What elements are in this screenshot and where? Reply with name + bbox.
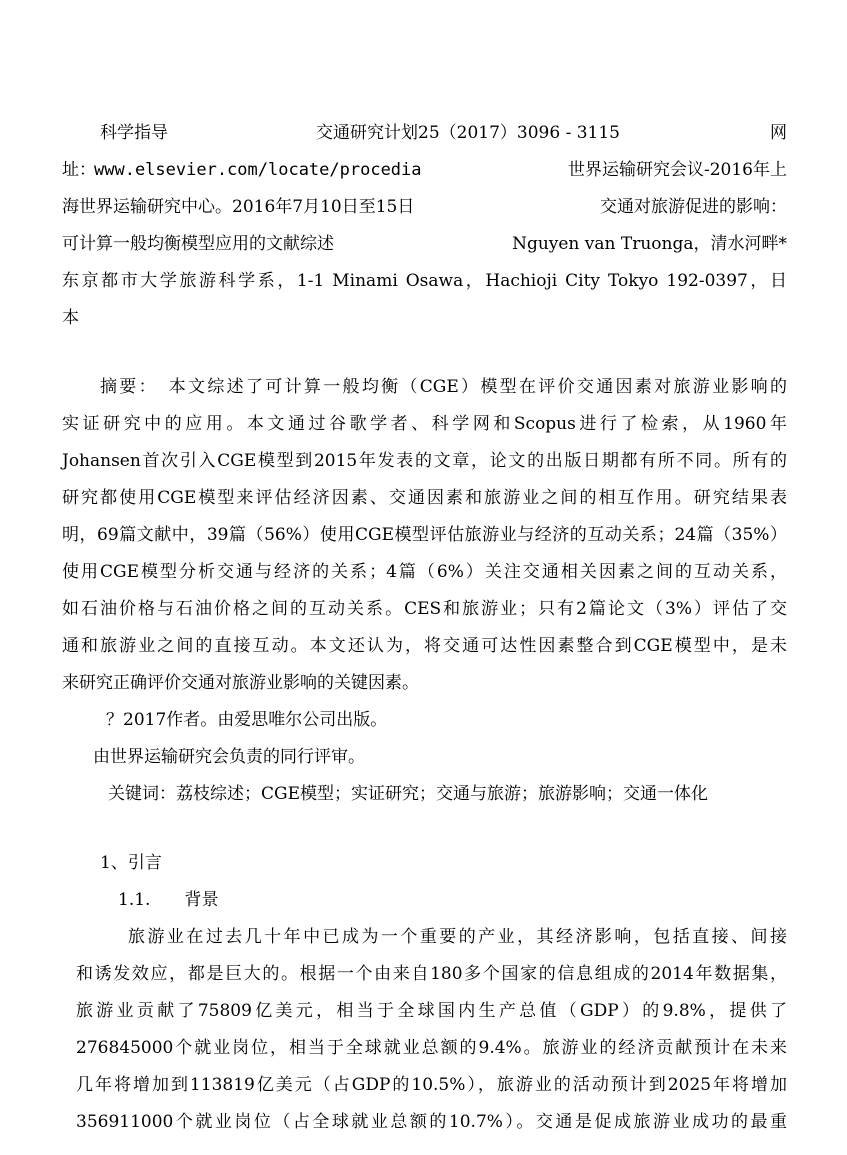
affiliation-line-1: 东京都市大学旅游科学系，1-1 Minami Osawa，Hachioji City Tokyo 192-0397，日 <box>62 271 787 291</box>
conference-details: 海世界运输研究中心。2016年7月10日至15日 <box>62 197 415 217</box>
body-line: 旅游业在过去几十年中已成为一个重要的产业，其经济影响，包括直接、间接 <box>128 927 787 947</box>
abstract-line: 明，69篇文献中，39篇（56%）使用CGE模型评估旅游业与经济的互动关系；24篇（35%） <box>62 525 787 545</box>
abstract-line: 来研究正确评价交通对旅游业影响的关键因素。 <box>62 673 419 693</box>
journal-short-name: 科学指导 <box>100 123 168 143</box>
journal-reference: 交通研究计划25（2017）3096 - 3115 <box>316 123 620 143</box>
peer-review-notice: 由世界运输研究会负责的同行评审。 <box>93 747 365 767</box>
article-authors: Nguyen van Truonga，清水河畔* <box>512 234 787 254</box>
website-label-continued: 址： <box>62 160 96 180</box>
abstract-line: 如石油价格与石油价格之间的互动关系。CES和旅游业；只有2篇论文（3%）评估了交 <box>62 599 787 619</box>
website-url[interactable]: www.elsevier.com/locate/procedia <box>94 160 422 180</box>
header-line-2 <box>62 155 787 185</box>
body-line: 几年将增加到113819亿美元（占GDP的10.5%），旅游业的活动预计到2025年将增加 <box>76 1075 787 1095</box>
website-label: 网 <box>770 123 787 143</box>
abstract-line: 摘要： 本文综述了可计算一般均衡（CGE）模型在评价交通因素对旅游业影响的 <box>100 377 787 397</box>
body-line: 356911000个就业岗位（占全球就业总额的10.7%）。交通是促成旅游业成功的最重 <box>76 1112 787 1132</box>
abstract-line: Johansen首次引入CGE模型到2015年发表的文章，论文的出版日期都有所不同。所有的 <box>62 451 787 471</box>
article-title-part2: 可计算一般均衡模型应用的文献综述 <box>62 234 334 254</box>
affiliation-line-2: 本 <box>62 308 79 328</box>
header-line-1 <box>62 118 787 148</box>
header-line-3 <box>62 192 787 222</box>
keywords: 关键词：荔枝综述；CGE模型；实证研究；交通与旅游；旅游影响；交通一体化 <box>108 784 708 804</box>
article-title-part1: 交通对旅游促进的影响： <box>600 197 787 217</box>
conference-name: 世界运输研究会议-2016年上 <box>567 160 787 180</box>
body-line: 和诱发效应，都是巨大的。根据一个由来自180多个国家的信息组成的2014年数据集， <box>76 964 787 984</box>
body-line: 276845000个就业岗位，相当于全球就业总额的9.4%。旅游业的经济贡献预计在未来 <box>76 1038 787 1058</box>
section-heading: 1、引言 <box>100 853 162 873</box>
abstract-line: 使用CGE模型分析交通与经济的关系；4篇（6%）关注交通相关因素之间的互动关系， <box>62 562 787 582</box>
abstract-line: 研究都使用CGE模型来评估经济因素、交通因素和旅游业之间的相互作用。研究结果表 <box>62 488 787 508</box>
copyright-notice: ？2017作者。由爱思唯尔公司出版。 <box>106 710 388 730</box>
abstract-line: 通和旅游业之间的直接互动。本文还认为，将交通可达性因素整合到CGE模型中，是未 <box>62 636 787 656</box>
body-line: 旅游业贡献了75809亿美元，相当于全球国内生产总值（GDP）的9.8%，提供了 <box>76 1001 787 1021</box>
abstract-line: 实证研究中的应用。本文通过谷歌学者、科学网和Scopus进行了检索，从1960年 <box>62 414 787 434</box>
header-line-4 <box>62 229 787 259</box>
subsection-heading: 1.1. 背景 <box>118 890 219 910</box>
